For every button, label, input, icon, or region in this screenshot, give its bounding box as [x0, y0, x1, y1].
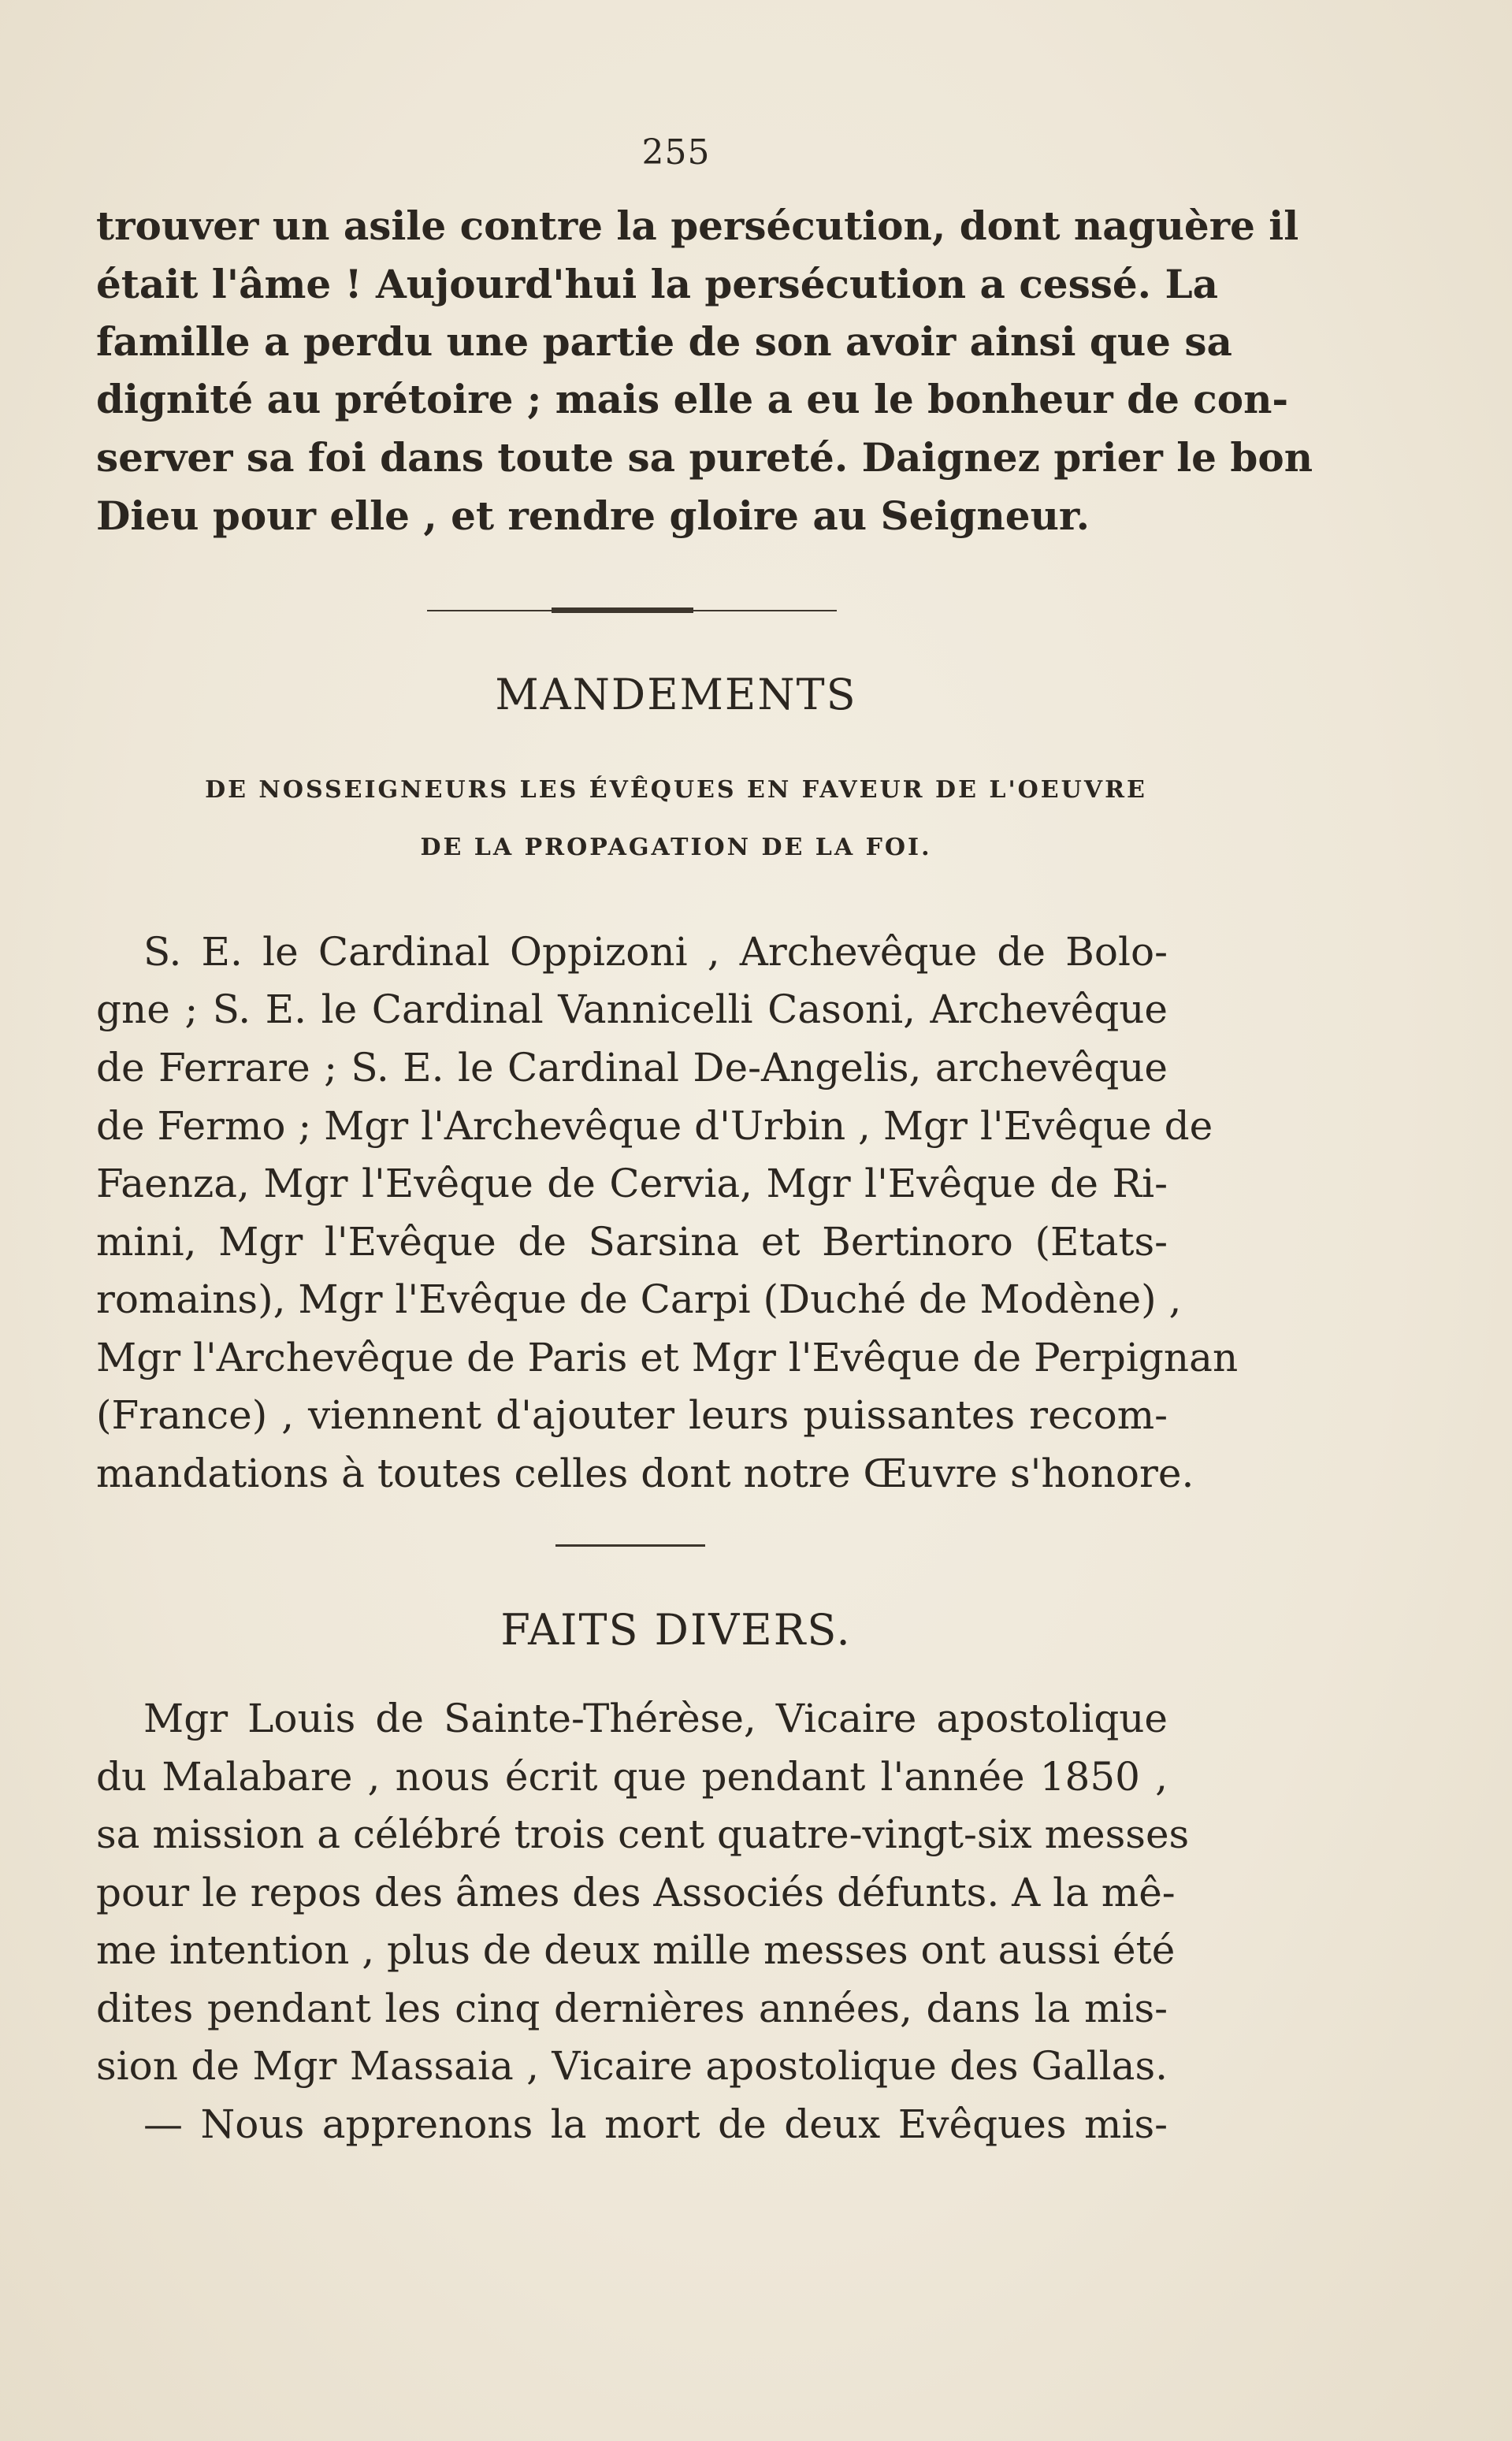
text-line: gne ; S. E. le Cardinal Vannicelli Casoni, Archevêque	[96, 986, 1168, 1032]
text-line: famille a perdu une partie de son avoir ainsi que sa	[96, 318, 1232, 365]
text-line: Faenza, Mgr l'Evêque de Cervia, Mgr l'Evêque de Ri-	[96, 1161, 1168, 1206]
text-line: dites pendant les cinq dernières années, dans la mis-	[96, 1986, 1168, 2031]
text-line: pour le repos des âmes des Associés défunts. A la mê-	[96, 1870, 1176, 1915]
text-line: Mgr Louis de Sainte-Thérèse, Vicaire apostolique	[143, 1696, 1168, 1741]
text-line: du Malabare , nous écrit que pendant l'année 1850 ,	[96, 1754, 1168, 1800]
text-line: sion de Mgr Massaia , Vicaire apostolique des Gallas.	[96, 2043, 1168, 2089]
text-line: S. E. le Cardinal Oppizoni , Archevêque de Bolo-	[143, 929, 1168, 975]
section-title-faits-divers: FAITS DIVERS.	[500, 1605, 852, 1655]
text-line: de Fermo ; Mgr l'Archevêque d'Urbin , Mgr l'Evêque de	[96, 1103, 1213, 1149]
text-line: Mgr l'Archevêque de Paris et Mgr l'Evêque de Perpignan	[96, 1335, 1239, 1380]
text-line: dignité au prétoire ; mais elle a eu le bonheur de con-	[96, 376, 1289, 422]
short-divider	[555, 1544, 705, 1547]
text-line: Dieu pour elle , et rendre gloire au Seigneur.	[96, 492, 1090, 539]
page-number: 255	[641, 132, 711, 173]
section-subtitle-line2: DE LA PROPAGATION DE LA FOI.	[420, 834, 932, 861]
section-subtitle-line1: DE NOSSEIGNEURS LES ÉVÊQUES EN FAVEUR DE L'OEUVRE	[205, 776, 1147, 804]
text-line: server sa foi dans toute sa pureté. Daignez prier le bon	[96, 434, 1313, 481]
text-line: était l'âme ! Aujourd'hui la persécution a cessé. La	[96, 261, 1219, 307]
text-line: trouver un asile contre la persécution, dont naguère il	[96, 202, 1299, 249]
text-line: romains), Mgr l'Evêque de Carpi (Duché de Modène) ,	[96, 1276, 1182, 1322]
text-line: — Nous apprenons la mort de deux Evêques mis-	[143, 2101, 1168, 2147]
text-line: (France) , viennent d'ajouter leurs puissantes recom-	[96, 1392, 1168, 1438]
text-line: mandations à toutes celles dont notre Œuvre s'honore.	[96, 1451, 1194, 1496]
text-line: mini, Mgr l'Evêque de Sarsina et Bertinoro (Etats-	[96, 1219, 1168, 1265]
text-line: me intention , plus de deux mille messes ont aussi été	[96, 1927, 1176, 1973]
text-line: sa mission a célébré trois cent quatre-vingt-six messes	[96, 1811, 1190, 1857]
section-title-mandements: MANDEMENTS	[495, 670, 857, 719]
text-line: de Ferrare ; S. E. le Cardinal De-Angelis, archevêque	[96, 1045, 1168, 1090]
